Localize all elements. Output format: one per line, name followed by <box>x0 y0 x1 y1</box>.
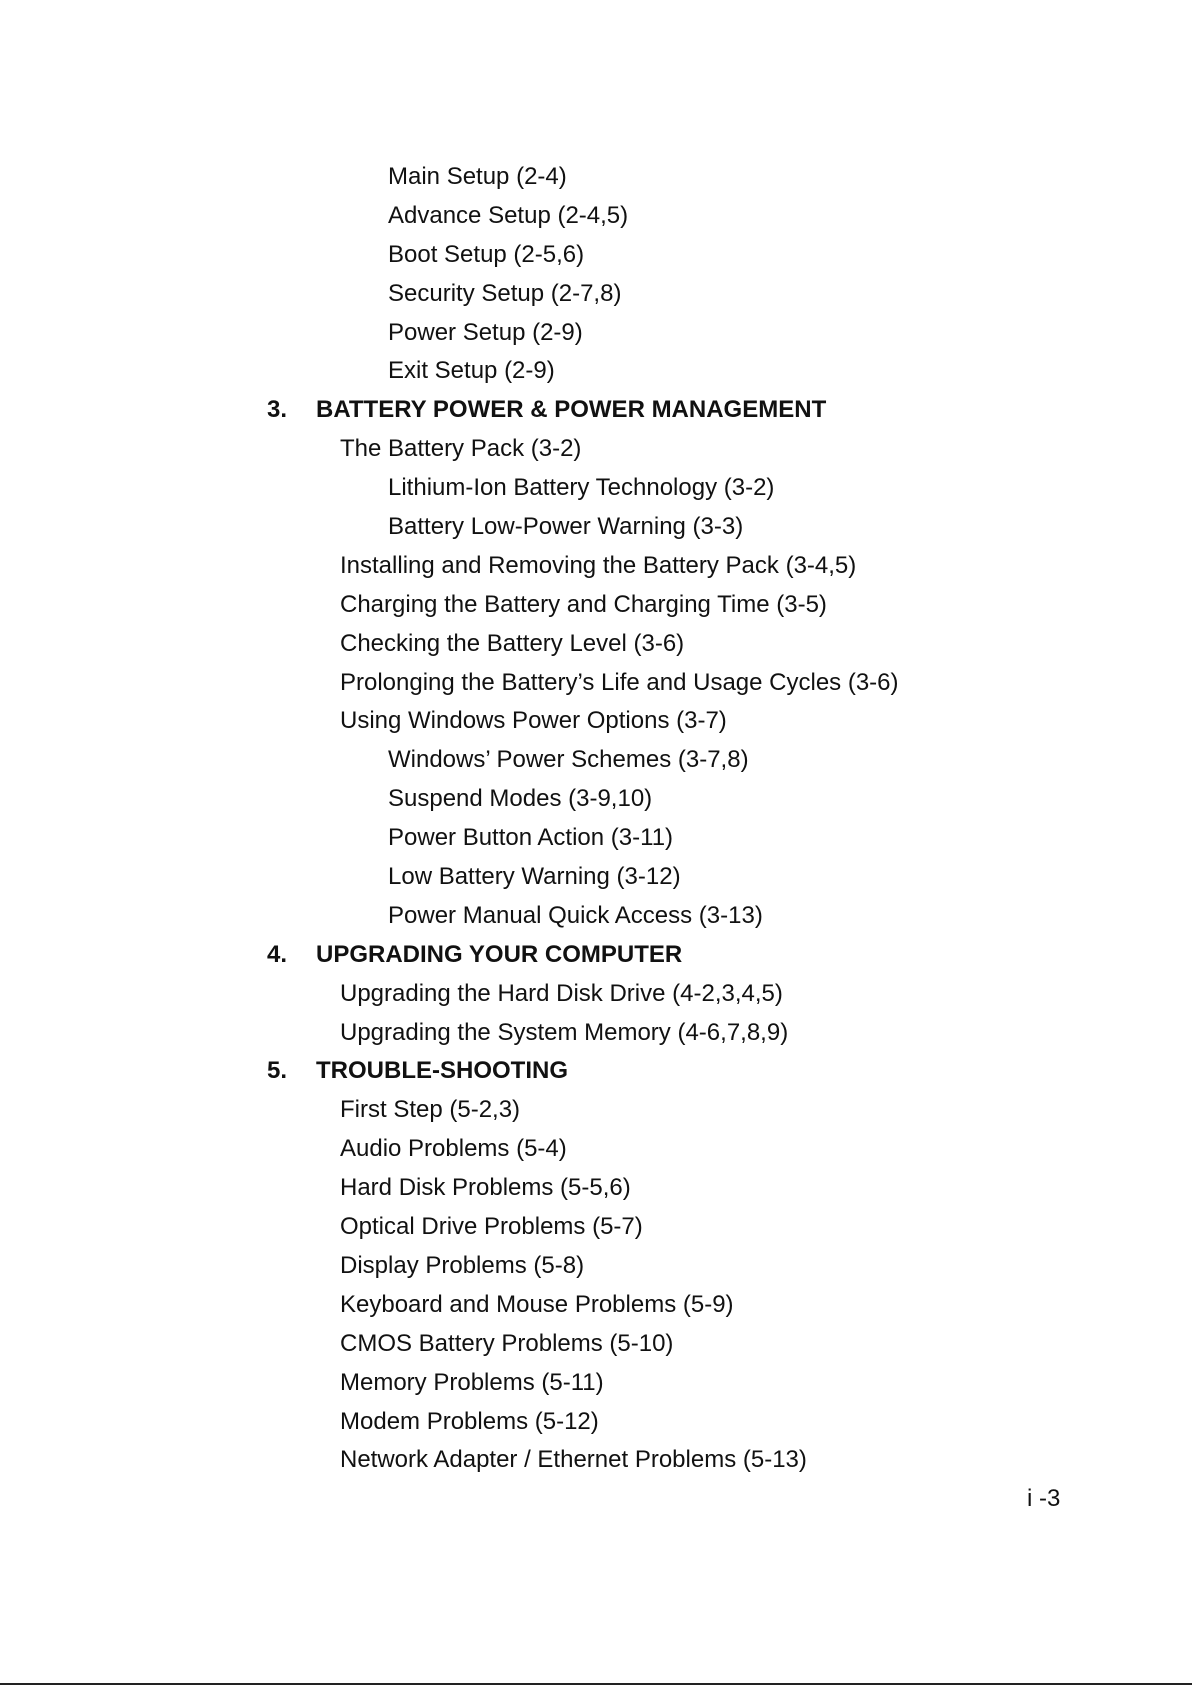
toc-section-entry: Charging the Battery and Charging Time (3-5) <box>340 590 827 618</box>
chapter-title: BATTERY POWER & POWER MANAGEMENT <box>316 396 827 424</box>
toc-subsection-entry: Exit Setup (2-9) <box>388 357 555 385</box>
toc-section-entry: Network Adapter / Ethernet Problems (5-13) <box>340 1446 807 1474</box>
toc-section-entry: First Step (5-2,3) <box>340 1096 521 1124</box>
chapter-number: 4. <box>267 940 288 968</box>
page-number: i -3 <box>1027 1485 1061 1512</box>
toc-section-entry: Using Windows Power Options (3-7) <box>340 707 727 735</box>
toc-section-entry: Hard Disk Problems (5-5,6) <box>340 1174 631 1202</box>
toc-section-entry: Modem Problems (5-12) <box>340 1407 599 1435</box>
toc-subsection-entry: Suspend Modes (3-9,10) <box>388 785 653 813</box>
toc-subsection-entry: Security Setup (2-7,8) <box>388 279 622 307</box>
toc-section-entry: Upgrading the System Memory (4-6,7,8,9) <box>340 1018 789 1046</box>
toc-subsection-entry: Lithium-Ion Battery Technology (3-2) <box>388 474 775 502</box>
toc-section-entry: Installing and Removing the Battery Pack (3-4,5) <box>340 551 857 579</box>
toc-subsection-entry: Power Button Action (3-11) <box>388 824 674 852</box>
toc-section-entry: The Battery Pack (3-2) <box>340 435 582 463</box>
toc-section-entry: CMOS Battery Problems (5-10) <box>340 1329 674 1357</box>
toc-subsection-entry: Boot Setup (2-5,6) <box>388 240 585 268</box>
toc-section-entry: Prolonging the Battery’s Life and Usage Cycles (3-6) <box>340 668 899 696</box>
toc-section-entry: Memory Problems (5-11) <box>340 1368 604 1396</box>
toc-chapter-heading <box>0 1052 1192 1091</box>
toc-section-entry: Optical Drive Problems (5-7) <box>340 1213 643 1241</box>
chapter-title: TROUBLE-SHOOTING <box>316 1057 568 1085</box>
toc-subsection-entry: Main Setup (2-4) <box>388 163 567 190</box>
toc-chapter-heading <box>0 936 1192 975</box>
toc-subsection-entry: Power Setup (2-9) <box>388 318 583 346</box>
toc-section-entry: Checking the Battery Level (3-6) <box>340 629 685 657</box>
toc-chapter-heading <box>0 391 1192 430</box>
toc-section-entry: Audio Problems (5-4) <box>340 1135 567 1163</box>
toc-section-entry: Upgrading the Hard Disk Drive (4-2,3,4,5) <box>340 979 783 1007</box>
toc-section-entry: Display Problems (5-8) <box>340 1251 585 1279</box>
toc-subsection-entry: Battery Low-Power Warning (3-3) <box>388 513 744 541</box>
toc-section-entry: Keyboard and Mouse Problems (5-9) <box>340 1290 734 1318</box>
toc-subsection-entry: Advance Setup (2-4,5) <box>388 201 629 229</box>
toc-subsection-entry: Power Manual Quick Access (3-13) <box>388 901 763 929</box>
chapter-number: 3. <box>267 396 288 424</box>
chapter-number: 5. <box>267 1057 288 1085</box>
table-of-contents <box>0 158 1192 1480</box>
chapter-title: UPGRADING YOUR COMPUTER <box>316 940 683 968</box>
toc-subsection-entry: Windows’ Power Schemes (3-7,8) <box>388 746 749 774</box>
toc-subsection-entry: Low Battery Warning (3-12) <box>388 863 681 891</box>
